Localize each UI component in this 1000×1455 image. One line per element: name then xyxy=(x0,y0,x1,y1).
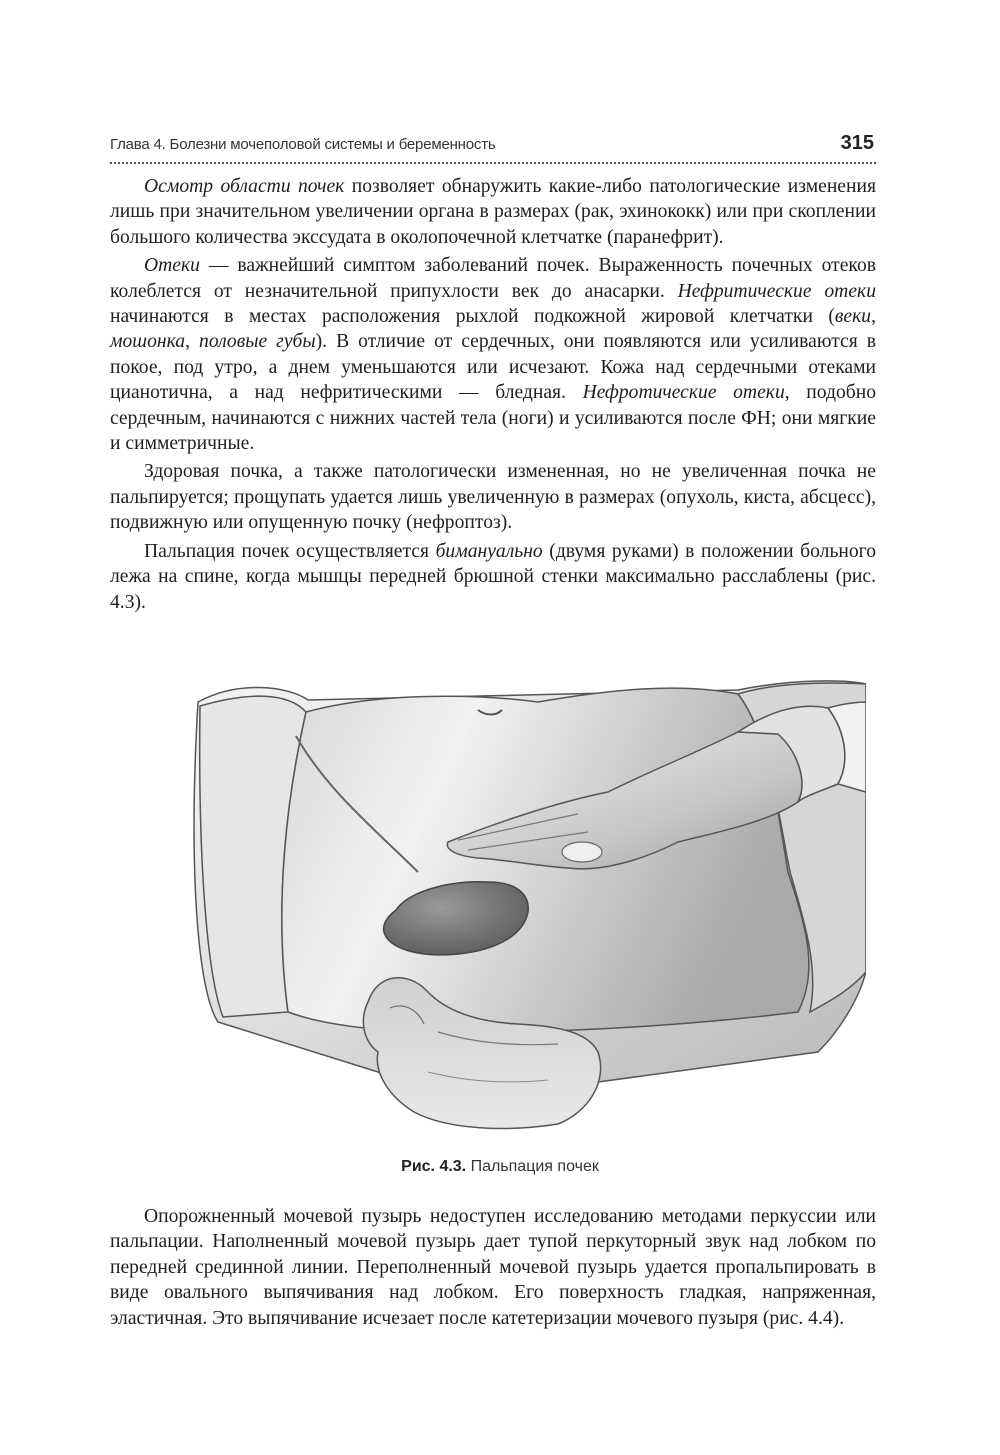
separator: , xyxy=(871,306,876,328)
term-eyelids: веки xyxy=(834,306,872,328)
term-kidney-inspection: Осмотр области почек xyxy=(144,176,345,197)
running-head xyxy=(110,134,876,164)
figure-label: Рис. 4.3. xyxy=(401,1158,467,1175)
illustration-kidney-palpation xyxy=(178,672,866,1132)
body-text-top xyxy=(110,174,876,615)
term-nephritic-edema: Нефритические отеки xyxy=(677,280,876,302)
paragraph-text: начинаются в местах расположения рыхлой подкожной жировой клетчатки ( xyxy=(110,306,835,328)
term-nephrotic-edema: Нефротические отеки xyxy=(582,382,785,404)
paragraph-healthy-kidney: Здоровая почка, а также патологически измененная, но не увеличенная почка не пальпируется; прощупать удается лишь увеличенную в размерах (опухоль, киста, абсцесс), подвижную или опущенную почку (нефроптоз). xyxy=(110,461,876,534)
paragraph-edema xyxy=(110,253,876,456)
paragraph-kidney-inspection xyxy=(110,174,876,250)
paragraph-text: — важнейший симптом заболеваний почек. Выраженность почечных отеков колеблется от незначительной припухлости век до анасарки. xyxy=(110,255,876,302)
paragraph-text: ). В отличие от сердечных, они появляются или усиливаются в покое, под утро, а днем уменьшаются или исчезают. Кожа над сердечными отеками цианотична, а над нефритическими — бледная. xyxy=(110,331,876,404)
page-number: 315 xyxy=(840,132,874,154)
paragraph-text: , подобно сердечным, начинаются с нижних частей тела (ноги) и усиливаются после ФН; они мягкие и симметричные. xyxy=(110,382,876,455)
paragraph-bladder: Опорожненный мочевой пузырь недоступен исследованию методами перкуссии или пальпации. Наполненный мочевой пузырь дает тупой перкуторный звук над лобком по передней срединной линии. Переполненный мочевой пузырь удается пропальпировать в виде овального выпячивания над лобком. Его поверхность гладкая, напряженная, эластичная. Это выпячивание исчезает после катетеризации мочевого пузыря (рис. 4.4). xyxy=(110,1206,876,1329)
figure-caption-text: Пальпация почек xyxy=(466,1158,599,1175)
separator: , xyxy=(185,331,200,353)
term-edema: Отеки xyxy=(144,255,200,277)
term-labia: половые губы xyxy=(199,331,316,353)
paragraph-text: позволяет обнаружить какие-либо патологические изменения лишь при значительном увеличении органа в размерах (рак, эхинококк) или при скоплении большого количества экссудата в околопочечной клетчатке (паранефрит). xyxy=(110,176,876,248)
running-title: Глава 4. Болезни мочеполовой системы и беременность xyxy=(110,136,496,153)
paragraph-text: Пальпация почек осуществляется xyxy=(144,540,436,562)
body-text-bottom xyxy=(110,1204,876,1331)
term-bimanual: бимануально xyxy=(435,540,543,562)
paragraph-palpation xyxy=(110,539,876,615)
figure-kidney-palpation xyxy=(178,672,866,1132)
term-scrotum: мошонка xyxy=(110,331,186,353)
paragraph-text: (двумя руками) в положении больного лежа на спине, когда мышцы передней брюшной стенки максимально расслаблены (рис. 4.3). xyxy=(110,540,877,613)
figure-caption xyxy=(0,1158,1000,1176)
